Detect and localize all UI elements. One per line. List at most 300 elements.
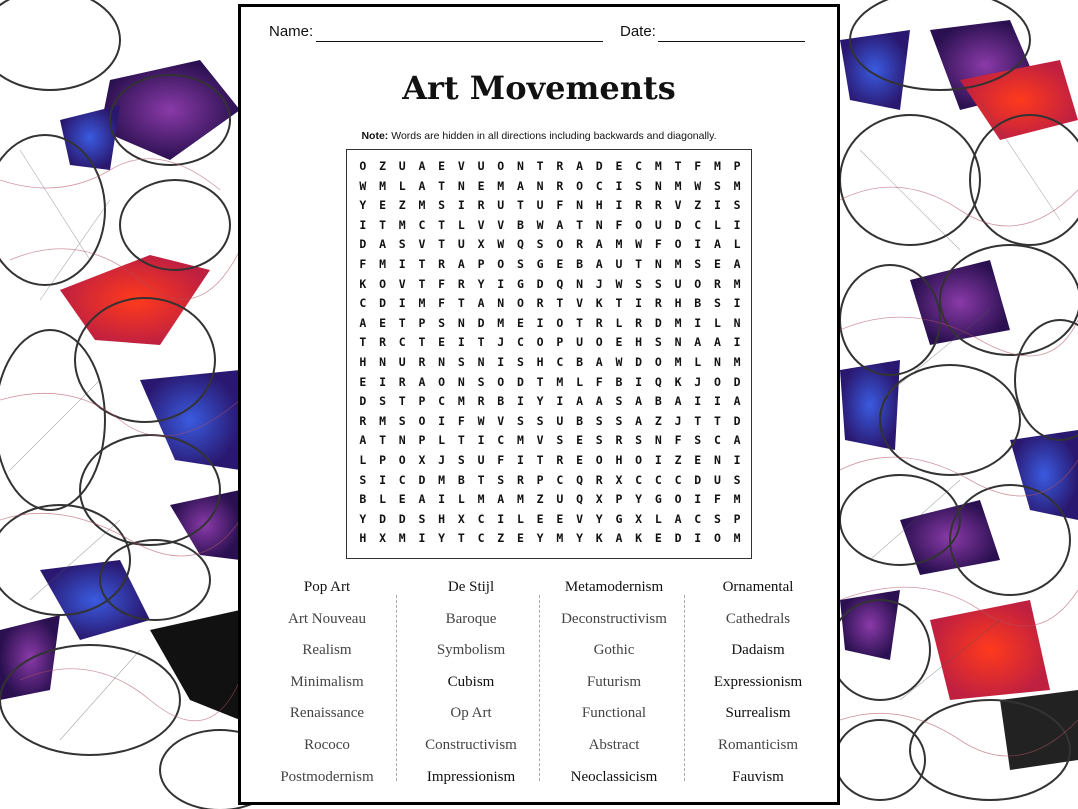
- grid-letter[interactable]: S: [635, 178, 643, 193]
- grid-letter[interactable]: S: [438, 198, 446, 213]
- grid-letter[interactable]: J: [497, 335, 505, 350]
- grid-letter[interactable]: S: [516, 257, 524, 271]
- grid-letter[interactable]: C: [556, 355, 564, 369]
- grid-letter[interactable]: I: [516, 394, 524, 409]
- grid-letter[interactable]: E: [694, 453, 702, 467]
- grid-letter[interactable]: C: [635, 159, 643, 173]
- grid-letter[interactable]: I: [733, 217, 741, 232]
- grid-letter[interactable]: M: [477, 492, 485, 507]
- grid-letter[interactable]: B: [516, 217, 524, 232]
- grid-letter[interactable]: B: [576, 257, 583, 271]
- grid-letter[interactable]: T: [576, 315, 583, 330]
- grid-letter[interactable]: A: [595, 237, 603, 252]
- grid-letter[interactable]: M: [674, 355, 682, 369]
- grid-letter[interactable]: M: [379, 413, 386, 428]
- grid-letter[interactable]: M: [674, 178, 682, 193]
- grid-letter[interactable]: A: [576, 159, 583, 173]
- grid-letter[interactable]: V: [497, 413, 505, 428]
- grid-letter[interactable]: I: [635, 374, 643, 389]
- grid-letter[interactable]: T: [418, 257, 426, 271]
- grid-letter[interactable]: R: [556, 178, 564, 193]
- grid-letter[interactable]: M: [733, 355, 741, 369]
- grid-letter[interactable]: I: [733, 335, 741, 350]
- grid-letter[interactable]: E: [438, 159, 446, 173]
- grid-letter[interactable]: L: [713, 217, 721, 232]
- grid-letter[interactable]: U: [556, 413, 564, 428]
- grid-letter[interactable]: S: [615, 394, 623, 409]
- grid-letter[interactable]: O: [713, 531, 721, 546]
- grid-letter[interactable]: I: [438, 492, 446, 507]
- grid-letter[interactable]: L: [615, 315, 623, 330]
- grid-letter[interactable]: A: [674, 511, 682, 526]
- date-field[interactable]: [658, 41, 805, 42]
- grid-letter[interactable]: I: [713, 394, 721, 409]
- grid-letter[interactable]: O: [497, 159, 505, 173]
- grid-letter[interactable]: F: [438, 296, 446, 311]
- grid-letter[interactable]: B: [576, 355, 583, 369]
- grid-letter[interactable]: P: [733, 511, 741, 526]
- grid-letter[interactable]: S: [457, 355, 465, 369]
- grid-letter[interactable]: A: [733, 433, 741, 448]
- grid-letter[interactable]: L: [694, 355, 702, 369]
- grid-letter[interactable]: O: [418, 413, 426, 428]
- grid-letter[interactable]: T: [438, 217, 446, 232]
- grid-letter[interactable]: S: [713, 296, 721, 311]
- grid-letter[interactable]: E: [556, 257, 564, 271]
- grid-letter[interactable]: K: [595, 296, 603, 311]
- grid-letter[interactable]: M: [733, 531, 741, 546]
- grid-letter[interactable]: D: [674, 217, 682, 232]
- name-field[interactable]: [316, 41, 603, 42]
- grid-letter[interactable]: I: [457, 198, 465, 213]
- grid-letter[interactable]: I: [516, 453, 524, 467]
- grid-letter[interactable]: A: [615, 531, 623, 546]
- grid-letter[interactable]: S: [536, 413, 544, 428]
- grid-letter[interactable]: Y: [359, 511, 367, 526]
- grid-letter[interactable]: S: [654, 335, 662, 350]
- grid-letter[interactable]: E: [576, 453, 583, 467]
- grid-letter[interactable]: P: [418, 315, 426, 330]
- grid-letter[interactable]: C: [497, 433, 505, 448]
- grid-letter[interactable]: H: [615, 453, 623, 467]
- grid-letter[interactable]: E: [536, 511, 544, 526]
- grid-letter[interactable]: L: [576, 374, 583, 389]
- grid-letter[interactable]: B: [694, 296, 702, 311]
- grid-letter[interactable]: B: [654, 394, 662, 409]
- grid-letter[interactable]: L: [398, 178, 406, 193]
- grid-letter[interactable]: A: [379, 237, 386, 252]
- grid-letter[interactable]: X: [615, 472, 623, 487]
- grid-letter[interactable]: C: [359, 296, 367, 311]
- grid-letter[interactable]: S: [398, 413, 406, 428]
- grid-letter[interactable]: P: [733, 159, 741, 173]
- grid-letter[interactable]: S: [635, 433, 643, 448]
- grid-letter[interactable]: D: [418, 472, 426, 487]
- grid-letter[interactable]: O: [654, 355, 662, 369]
- grid-letter[interactable]: W: [635, 237, 643, 252]
- grid-letter[interactable]: J: [674, 413, 682, 428]
- grid-letter[interactable]: V: [576, 511, 583, 526]
- grid-letter[interactable]: T: [516, 198, 524, 213]
- grid-letter[interactable]: B: [497, 394, 505, 409]
- grid-letter[interactable]: T: [694, 413, 702, 428]
- grid-letter[interactable]: S: [595, 413, 603, 428]
- grid-letter[interactable]: M: [674, 315, 682, 330]
- grid-letter[interactable]: I: [733, 296, 741, 311]
- grid-letter[interactable]: B: [615, 374, 623, 389]
- grid-letter[interactable]: S: [694, 257, 702, 271]
- grid-letter[interactable]: C: [674, 472, 682, 487]
- grid-letter[interactable]: L: [713, 315, 721, 330]
- grid-letter[interactable]: V: [536, 433, 544, 448]
- grid-letter[interactable]: R: [379, 335, 386, 350]
- grid-letter[interactable]: H: [674, 296, 682, 311]
- grid-letter[interactable]: B: [576, 413, 583, 428]
- grid-letter[interactable]: A: [595, 257, 603, 271]
- grid-letter[interactable]: I: [536, 315, 544, 330]
- grid-letter[interactable]: B: [457, 472, 465, 487]
- grid-letter[interactable]: H: [536, 355, 544, 369]
- grid-letter[interactable]: N: [457, 315, 465, 330]
- grid-letter[interactable]: B: [359, 492, 367, 507]
- grid-letter[interactable]: D: [379, 511, 386, 526]
- grid-letter[interactable]: V: [497, 217, 505, 232]
- grid-letter[interactable]: A: [418, 492, 426, 507]
- grid-letter[interactable]: D: [595, 159, 603, 173]
- grid-letter[interactable]: N: [654, 178, 662, 193]
- grid-letter[interactable]: Y: [536, 531, 544, 546]
- grid-letter[interactable]: E: [379, 315, 386, 330]
- grid-letter[interactable]: U: [477, 453, 485, 467]
- grid-letter[interactable]: Y: [438, 531, 446, 546]
- grid-letter[interactable]: T: [674, 159, 682, 173]
- grid-letter[interactable]: C: [477, 511, 485, 526]
- grid-letter[interactable]: N: [497, 296, 505, 311]
- grid-letter[interactable]: I: [497, 355, 505, 369]
- grid-letter[interactable]: Z: [497, 531, 505, 546]
- grid-letter[interactable]: H: [359, 355, 367, 369]
- grid-letter[interactable]: S: [438, 315, 446, 330]
- grid-letter[interactable]: I: [694, 394, 702, 409]
- grid-letter[interactable]: Y: [359, 198, 367, 213]
- grid-letter[interactable]: S: [398, 237, 406, 252]
- grid-letter[interactable]: R: [359, 413, 367, 428]
- grid-letter[interactable]: E: [516, 315, 524, 330]
- grid-letter[interactable]: R: [595, 472, 603, 487]
- grid-letter[interactable]: R: [418, 355, 426, 369]
- grid-letter[interactable]: D: [733, 413, 741, 428]
- grid-letter[interactable]: Y: [477, 276, 485, 291]
- grid-letter[interactable]: I: [438, 413, 446, 428]
- grid-letter[interactable]: L: [516, 511, 524, 526]
- grid-letter[interactable]: F: [713, 492, 721, 507]
- grid-letter[interactable]: I: [694, 492, 702, 507]
- grid-letter[interactable]: M: [556, 531, 564, 546]
- grid-letter[interactable]: T: [615, 296, 623, 311]
- grid-letter[interactable]: P: [418, 394, 426, 409]
- grid-letter[interactable]: N: [674, 335, 682, 350]
- grid-letter[interactable]: E: [359, 374, 367, 389]
- grid-letter[interactable]: Q: [556, 276, 564, 291]
- grid-letter[interactable]: S: [556, 433, 564, 448]
- grid-letter[interactable]: T: [457, 531, 465, 546]
- grid-letter[interactable]: S: [713, 511, 721, 526]
- grid-letter[interactable]: O: [556, 315, 564, 330]
- grid-letter[interactable]: Z: [654, 413, 662, 428]
- grid-letter[interactable]: K: [595, 531, 603, 546]
- grid-letter[interactable]: U: [398, 355, 406, 369]
- grid-letter[interactable]: R: [477, 198, 485, 213]
- grid-letter[interactable]: E: [516, 531, 524, 546]
- grid-letter[interactable]: T: [438, 178, 446, 193]
- grid-letter[interactable]: I: [418, 531, 426, 546]
- grid-letter[interactable]: M: [379, 178, 386, 193]
- grid-letter[interactable]: R: [556, 453, 564, 467]
- grid-letter[interactable]: A: [674, 394, 682, 409]
- grid-letter[interactable]: I: [359, 217, 367, 232]
- grid-letter[interactable]: C: [595, 178, 603, 193]
- grid-letter[interactable]: O: [674, 492, 682, 507]
- grid-letter[interactable]: P: [536, 472, 544, 487]
- grid-letter[interactable]: N: [438, 355, 446, 369]
- grid-letter[interactable]: N: [654, 433, 662, 448]
- grid-letter[interactable]: S: [516, 355, 524, 369]
- grid-letter[interactable]: C: [516, 335, 524, 350]
- grid-letter[interactable]: I: [379, 374, 386, 389]
- grid-letter[interactable]: O: [713, 374, 721, 389]
- grid-letter[interactable]: I: [379, 472, 386, 487]
- grid-letter[interactable]: O: [635, 217, 643, 232]
- grid-letter[interactable]: P: [615, 492, 623, 507]
- grid-letter[interactable]: F: [615, 217, 623, 232]
- grid-letter[interactable]: T: [398, 315, 406, 330]
- grid-letter[interactable]: Y: [576, 531, 583, 546]
- grid-letter[interactable]: D: [379, 296, 386, 311]
- grid-letter[interactable]: V: [418, 237, 426, 252]
- grid-letter[interactable]: R: [398, 374, 406, 389]
- grid-letter[interactable]: C: [713, 433, 721, 448]
- grid-letter[interactable]: N: [713, 355, 721, 369]
- grid-letter[interactable]: I: [615, 178, 623, 193]
- grid-letter[interactable]: A: [576, 394, 583, 409]
- grid-letter[interactable]: S: [733, 472, 741, 487]
- grid-letter[interactable]: C: [694, 217, 702, 232]
- grid-letter[interactable]: A: [457, 257, 465, 271]
- grid-letter[interactable]: C: [654, 472, 662, 487]
- grid-letter[interactable]: A: [733, 394, 741, 409]
- grid-letter[interactable]: V: [674, 198, 682, 213]
- grid-letter[interactable]: R: [438, 257, 446, 271]
- grid-letter[interactable]: R: [635, 315, 643, 330]
- grid-letter[interactable]: I: [694, 531, 702, 546]
- grid-letter[interactable]: X: [635, 511, 643, 526]
- grid-letter[interactable]: P: [418, 433, 426, 448]
- grid-letter[interactable]: R: [477, 394, 485, 409]
- grid-letter[interactable]: S: [516, 413, 524, 428]
- grid-letter[interactable]: Z: [674, 453, 682, 467]
- grid-letter[interactable]: W: [615, 355, 623, 369]
- grid-letter[interactable]: H: [359, 531, 367, 546]
- grid-letter[interactable]: R: [713, 276, 721, 291]
- grid-letter[interactable]: E: [398, 492, 406, 507]
- grid-letter[interactable]: V: [576, 296, 583, 311]
- grid-letter[interactable]: Y: [635, 492, 643, 507]
- grid-letter[interactable]: M: [457, 394, 465, 409]
- grid-letter[interactable]: F: [359, 257, 367, 271]
- grid-letter[interactable]: I: [733, 453, 741, 467]
- grid-letter[interactable]: A: [418, 178, 426, 193]
- grid-letter[interactable]: S: [477, 374, 485, 389]
- grid-letter[interactable]: O: [379, 276, 386, 291]
- grid-letter[interactable]: C: [635, 472, 643, 487]
- grid-letter[interactable]: T: [418, 335, 426, 350]
- grid-letter[interactable]: F: [595, 374, 603, 389]
- grid-letter[interactable]: W: [615, 276, 623, 291]
- grid-letter[interactable]: A: [635, 394, 643, 409]
- grid-letter[interactable]: T: [457, 433, 465, 448]
- grid-letter[interactable]: K: [359, 276, 367, 291]
- grid-letter[interactable]: S: [733, 198, 741, 213]
- grid-letter[interactable]: C: [556, 472, 564, 487]
- grid-letter[interactable]: V: [477, 217, 485, 232]
- grid-letter[interactable]: K: [674, 374, 682, 389]
- grid-letter[interactable]: Z: [398, 198, 406, 213]
- grid-letter[interactable]: W: [694, 178, 702, 193]
- grid-letter[interactable]: A: [733, 257, 741, 271]
- grid-letter[interactable]: A: [694, 335, 702, 350]
- grid-letter[interactable]: R: [595, 315, 603, 330]
- grid-letter[interactable]: Z: [694, 198, 702, 213]
- grid-letter[interactable]: S: [654, 276, 662, 291]
- grid-letter[interactable]: R: [615, 433, 623, 448]
- grid-letter[interactable]: M: [733, 492, 741, 507]
- grid-letter[interactable]: D: [536, 276, 544, 291]
- grid-letter[interactable]: T: [477, 335, 485, 350]
- grid-letter[interactable]: T: [398, 394, 406, 409]
- grid-letter[interactable]: L: [457, 492, 465, 507]
- grid-letter[interactable]: A: [713, 335, 721, 350]
- grid-letter[interactable]: D: [516, 374, 524, 389]
- grid-letter[interactable]: U: [556, 492, 564, 507]
- grid-letter[interactable]: N: [457, 178, 465, 193]
- grid-letter[interactable]: O: [359, 159, 367, 173]
- grid-letter[interactable]: X: [457, 511, 465, 526]
- grid-letter[interactable]: I: [457, 335, 465, 350]
- grid-letter[interactable]: N: [733, 315, 741, 330]
- grid-letter[interactable]: D: [654, 315, 662, 330]
- grid-letter[interactable]: I: [398, 257, 406, 271]
- grid-letter[interactable]: E: [576, 433, 583, 448]
- grid-letter[interactable]: U: [477, 159, 485, 173]
- grid-letter[interactable]: R: [654, 198, 662, 213]
- grid-letter[interactable]: Q: [654, 374, 662, 389]
- grid-letter[interactable]: Q: [576, 472, 583, 487]
- grid-letter[interactable]: F: [457, 413, 465, 428]
- grid-letter[interactable]: R: [516, 472, 524, 487]
- grid-letter[interactable]: N: [398, 433, 406, 448]
- grid-letter[interactable]: M: [713, 159, 721, 173]
- grid-letter[interactable]: O: [497, 374, 505, 389]
- grid-letter[interactable]: M: [615, 237, 623, 252]
- grid-letter[interactable]: D: [398, 511, 406, 526]
- grid-letter[interactable]: M: [556, 374, 564, 389]
- grid-letter[interactable]: K: [635, 531, 643, 546]
- grid-letter[interactable]: H: [438, 511, 446, 526]
- grid-letter[interactable]: L: [379, 492, 386, 507]
- grid-letter[interactable]: M: [398, 531, 406, 546]
- grid-letter[interactable]: I: [398, 296, 406, 311]
- grid-letter[interactable]: A: [635, 413, 643, 428]
- grid-letter[interactable]: N: [516, 159, 524, 173]
- grid-letter[interactable]: O: [595, 335, 603, 350]
- grid-letter[interactable]: I: [635, 296, 643, 311]
- grid-letter[interactable]: X: [379, 531, 386, 546]
- grid-letter[interactable]: M: [418, 296, 426, 311]
- grid-letter[interactable]: D: [359, 237, 367, 252]
- grid-letter[interactable]: P: [556, 335, 564, 350]
- grid-letter[interactable]: N: [379, 355, 386, 369]
- grid-letter[interactable]: U: [615, 257, 623, 271]
- grid-letter[interactable]: I: [477, 433, 485, 448]
- grid-letter[interactable]: F: [654, 237, 662, 252]
- grid-letter[interactable]: S: [497, 472, 505, 487]
- grid-letter[interactable]: U: [654, 217, 662, 232]
- grid-letter[interactable]: U: [398, 159, 406, 173]
- grid-letter[interactable]: Z: [379, 159, 386, 173]
- grid-letter[interactable]: A: [713, 237, 721, 252]
- grid-letter[interactable]: S: [713, 178, 721, 193]
- grid-letter[interactable]: M: [497, 178, 505, 193]
- grid-letter[interactable]: Q: [576, 492, 583, 507]
- grid-letter[interactable]: A: [516, 178, 524, 193]
- grid-letter[interactable]: I: [694, 315, 702, 330]
- grid-letter[interactable]: R: [635, 198, 643, 213]
- grid-letter[interactable]: C: [438, 394, 446, 409]
- grid-letter[interactable]: L: [438, 433, 446, 448]
- grid-letter[interactable]: S: [359, 472, 367, 487]
- grid-letter[interactable]: D: [733, 374, 741, 389]
- grid-letter[interactable]: N: [595, 217, 603, 232]
- grid-letter[interactable]: D: [694, 472, 702, 487]
- grid-letter[interactable]: G: [516, 276, 524, 291]
- grid-letter[interactable]: E: [477, 178, 485, 193]
- grid-letter[interactable]: E: [615, 159, 623, 173]
- grid-letter[interactable]: R: [457, 276, 465, 291]
- grid-letter[interactable]: E: [556, 511, 564, 526]
- grid-letter[interactable]: T: [713, 413, 721, 428]
- grid-letter[interactable]: A: [477, 296, 485, 311]
- grid-letter[interactable]: L: [359, 453, 367, 467]
- grid-letter[interactable]: P: [379, 453, 386, 467]
- grid-letter[interactable]: L: [733, 237, 741, 252]
- grid-letter[interactable]: I: [615, 198, 623, 213]
- grid-letter[interactable]: M: [516, 433, 524, 448]
- grid-letter[interactable]: T: [379, 217, 386, 232]
- grid-letter[interactable]: S: [635, 276, 643, 291]
- grid-letter[interactable]: T: [359, 335, 367, 350]
- grid-letter[interactable]: T: [556, 296, 564, 311]
- grid-letter[interactable]: Z: [536, 492, 544, 507]
- grid-letter[interactable]: A: [497, 492, 505, 507]
- grid-letter[interactable]: N: [477, 355, 485, 369]
- grid-letter[interactable]: O: [694, 276, 702, 291]
- grid-letter[interactable]: A: [359, 433, 367, 448]
- grid-letter[interactable]: S: [457, 453, 465, 467]
- grid-letter[interactable]: N: [457, 374, 465, 389]
- grid-letter[interactable]: M: [733, 276, 741, 291]
- grid-letter[interactable]: S: [694, 433, 702, 448]
- grid-letter[interactable]: L: [654, 511, 662, 526]
